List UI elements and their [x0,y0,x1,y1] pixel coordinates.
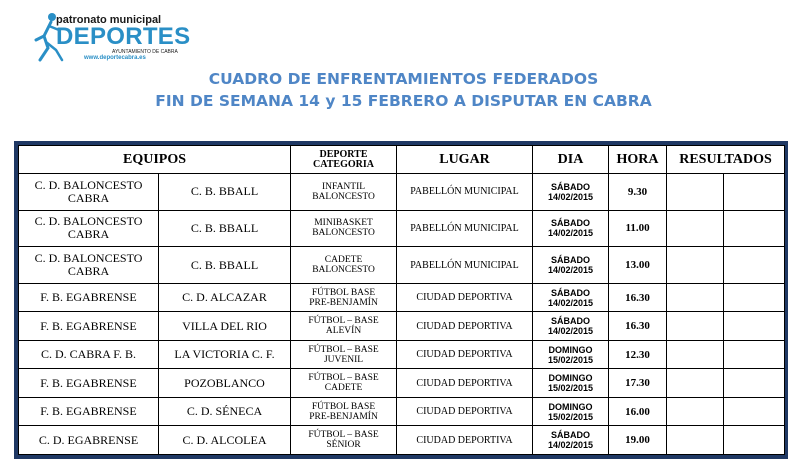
match-hour: 16.30 [609,283,667,312]
match-day [533,283,609,312]
sport-line2: BALONCESTO [312,191,375,202]
result-away-cell [724,426,785,455]
result-home-cell [667,283,724,312]
day-date: 14/02/2015 [547,191,594,202]
result-home-cell [667,397,724,426]
match-hour: 9.30 [609,174,667,211]
match-hour: 19.00 [609,426,667,455]
away-team: C. B. BBALL [159,174,291,211]
home-team: C. D. BALONCESTO CABRA [19,174,159,211]
sport-category [291,426,397,455]
sport-line1: FÚTBOL – BASE [308,344,379,355]
header-results: RESULTADOS [667,146,785,174]
sport-line1: FÚTBOL – BASE [308,316,379,327]
match-hour: 16.30 [609,312,667,341]
venue: PABELLÓN MUNICIPAL [397,247,533,284]
day-name: DOMINGO [548,401,593,412]
logo-url: www.deportecabra.es [84,55,146,61]
match-hour: 13.00 [609,247,667,284]
sport-line2: PRE-BENJAMÍN [309,297,378,308]
day-name: SÁBADO [551,218,591,229]
table-row [19,210,785,247]
fixtures-table-frame [14,141,788,459]
result-home-cell [667,340,724,369]
sport-category [291,247,397,284]
day-name: SÁBADO [551,255,591,266]
header-day: DIA [533,146,609,174]
away-team: C. D. ALCAZAR [159,283,291,312]
result-away-cell [724,369,785,398]
result-home-cell [667,312,724,341]
day-date: 15/02/2015 [547,354,594,365]
venue: CIUDAD DEPORTIVA [397,283,533,312]
logo-line-patronato: patronato municipal [56,14,162,26]
venue: CIUDAD DEPORTIVA [397,397,533,426]
sport-category [291,397,397,426]
venue: CIUDAD DEPORTIVA [397,369,533,398]
away-team: C. D. SÉNECA [159,397,291,426]
table-row [19,247,785,284]
header-hour: HORA [609,146,667,174]
match-hour: 12.30 [609,340,667,369]
sport-line2: BALONCESTO [312,228,375,239]
sport-line1: INFANTIL [321,181,366,192]
sport-category [291,210,397,247]
sport-category [291,283,397,312]
result-home-cell [667,369,724,398]
home-team: F. B. EGABRENSE [19,312,159,341]
day-name: SÁBADO [551,181,591,192]
header-teams: EQUIPOS [19,146,291,174]
venue: CIUDAD DEPORTIVA [397,340,533,369]
sport-category [291,174,397,211]
day-date: 14/02/2015 [547,228,594,239]
day-date: 14/02/2015 [547,440,594,451]
sport-line1: FÚTBOL BASE [311,287,376,298]
sport-line2: BALONCESTO [312,265,375,276]
table-row [19,369,785,398]
result-away-cell [724,247,785,284]
header-sport-line2: CATEGORIA [313,158,374,170]
day-name: SÁBADO [551,287,591,298]
sport-line1: FÚTBOL BASE [311,401,376,412]
header-sport [291,146,397,174]
sport-category [291,369,397,398]
away-team: POZOBLANCO [159,369,291,398]
venue: PABELLÓN MUNICIPAL [397,210,533,247]
logo-line-ayuntamiento: AYUNTAMIENTO DE CABRA [112,49,178,55]
venue: PABELLÓN MUNICIPAL [397,174,533,211]
match-day [533,340,609,369]
day-name: SÁBADO [551,430,591,441]
result-away-cell [724,397,785,426]
match-day [533,247,609,284]
result-home-cell [667,426,724,455]
sport-category [291,312,397,341]
day-name: SÁBADO [551,316,591,327]
fixtures-table [18,145,785,455]
match-hour: 16.00 [609,397,667,426]
home-team: F. B. EGABRENSE [19,369,159,398]
sport-line2: SÉNIOR [326,440,361,451]
sport-line2: ALEVÍN [325,326,362,337]
sport-line1: FÚTBOL – BASE [308,430,379,441]
match-day [533,210,609,247]
home-team: C. D. CABRA F. B. [19,340,159,369]
day-date: 14/02/2015 [547,297,594,308]
sport-line1: FÚTBOL – BASE [308,373,379,384]
away-team: LA VICTORIA C. F. [159,340,291,369]
header-place: LUGAR [397,146,533,174]
header-sport-line1: DEPORTE [319,148,368,160]
result-away-cell [724,340,785,369]
sport-line2: CADETE [324,383,363,394]
patronato-logo [32,8,191,66]
day-date: 14/02/2015 [547,326,594,337]
result-home-cell [667,210,724,247]
sport-line2: PRE-BENJAMÍN [309,411,378,422]
match-day [533,312,609,341]
page-title-line-1: CUADRO DE ENFRENTAMIENTOS FEDERADOS [208,70,599,88]
result-away-cell [724,210,785,247]
day-name: DOMINGO [548,373,593,384]
venue: CIUDAD DEPORTIVA [397,312,533,341]
day-name: DOMINGO [548,344,593,355]
sport-line1: MINIBASKET [314,218,373,229]
result-away-cell [724,174,785,211]
logo-line-deportes: DEPORTES [56,23,191,50]
table-row [19,174,785,211]
home-team: C. D. BALONCESTO CABRA [19,210,159,247]
table-row [19,312,785,341]
table-header-row [19,146,785,174]
home-team: C. D. BALONCESTO CABRA [19,247,159,284]
day-date: 14/02/2015 [547,265,594,276]
sport-line2: JUVENIL [323,354,364,365]
table-row [19,283,785,312]
result-home-cell [667,174,724,211]
result-away-cell [724,283,785,312]
home-team: F. B. EGABRENSE [19,283,159,312]
match-day [533,174,609,211]
table-row [19,426,785,455]
match-hour: 11.00 [609,210,667,247]
away-team: VILLA DEL RIO [159,312,291,341]
match-day [533,369,609,398]
match-day [533,397,609,426]
home-team: C. D. EGABRENSE [19,426,159,455]
page-title-line-2: FIN DE SEMANA 14 y 15 FEBRERO A DISPUTAR EN CABRA [155,92,652,110]
table-row [19,340,785,369]
away-team: C. B. BBALL [159,210,291,247]
venue: CIUDAD DEPORTIVA [397,426,533,455]
sport-line1: CADETE [324,255,363,266]
away-team: C. B. BBALL [159,247,291,284]
day-date: 15/02/2015 [547,383,594,394]
match-day [533,426,609,455]
sport-category [291,340,397,369]
match-hour: 17.30 [609,369,667,398]
home-team: F. B. EGABRENSE [19,397,159,426]
day-date: 15/02/2015 [547,411,594,422]
table-row [19,397,785,426]
away-team: C. D. ALCOLEA [159,426,291,455]
result-away-cell [724,312,785,341]
result-home-cell [667,247,724,284]
